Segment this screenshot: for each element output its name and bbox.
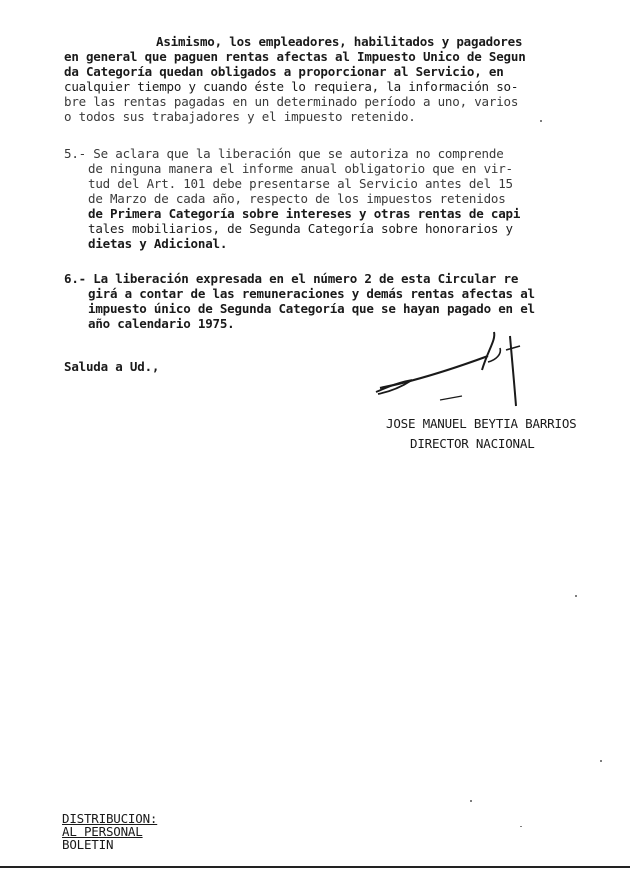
scan-speck <box>600 760 602 762</box>
intro-line: o todos sus trabajadores y el impuesto retenido. <box>64 109 416 124</box>
distribution-heading: DISTRIBUCION: <box>62 811 158 826</box>
intro-line: en general que paguen rentas afectas al Impuesto Unico de Segun <box>64 49 526 64</box>
item-5-line: de ninguna manera el informe anual obligatorio que en vir- <box>88 161 513 176</box>
intro-line: cualquier tiempo y cuando éste lo requiera, la información so- <box>64 79 519 94</box>
scan-speck <box>575 595 577 597</box>
item-5-line: de Primera Categoría sobre intereses y otras rentas de capi <box>88 206 521 221</box>
item-5-line: de Marzo de cada año, respecto de los impuestos retenidos <box>88 191 506 206</box>
distribution-item: BOLETIN <box>62 837 114 852</box>
item-5-line: dietas y Adicional. <box>88 236 228 251</box>
item-5-line: tud del Art. 101 debe presentarse al Servicio antes del 15 <box>88 176 513 191</box>
item-6-line: año calendario 1975. <box>88 316 235 331</box>
scan-speck <box>470 800 472 802</box>
item-6-line: 6.- La liberación expresada en el número 2 de esta Circular re <box>64 271 519 286</box>
signatory-name: JOSE MANUEL BEYTIA BARRIOS <box>386 416 577 431</box>
signatory-title: DIRECTOR NACIONAL <box>410 436 535 451</box>
distribution-item: AL PERSONAL <box>62 824 143 839</box>
closing-salutation: Saluda a Ud., <box>64 359 160 374</box>
handwritten-signature <box>370 330 530 410</box>
page-bottom-edge <box>0 866 630 868</box>
item-5-line: tales mobiliarios, de Segunda Categoría sobre honorarios y <box>88 221 513 236</box>
scan-speck <box>540 120 542 122</box>
item-6-line: girá a contar de las remuneraciones y demás rentas afectas al <box>88 286 535 301</box>
intro-line: da Categoría quedan obligados a proporcionar al Servicio, en <box>64 64 504 79</box>
item-6-line: impuesto único de Segunda Categoría que se hayan pagado en el <box>88 301 535 316</box>
item-5-line: 5.- Se aclara que la liberación que se autoriza no comprende <box>64 146 504 161</box>
scan-speck <box>520 826 522 827</box>
intro-line: bre las rentas pagadas en un determinado período a uno, varios <box>64 94 519 109</box>
intro-line: Asimismo, los empleadores, habilitados y pagadores <box>156 34 523 49</box>
